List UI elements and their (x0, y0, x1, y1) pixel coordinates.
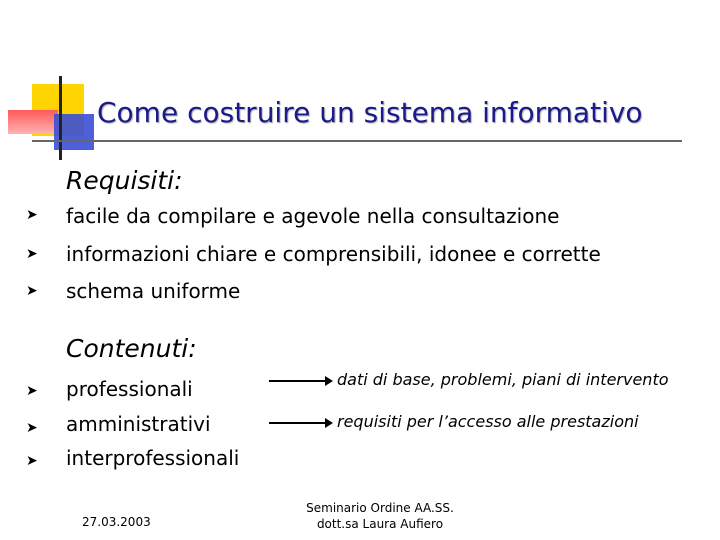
title-underline-divider (32, 140, 682, 142)
section-heading-contenuti: Contenuti: (66, 334, 197, 363)
list-item: informazioni chiare e comprensibili, idonee e corrette (66, 242, 601, 266)
arrowhead-bullet-icon: ➤ (26, 383, 38, 399)
arrowhead-bullet-icon: ➤ (26, 420, 38, 436)
footer-seminar (290, 500, 470, 532)
list-item: professionali (66, 377, 193, 401)
right-arrow-icon (269, 422, 327, 424)
arrowhead-bullet-icon: ➤ (26, 283, 38, 299)
arrowhead-bullet-icon: ➤ (26, 453, 38, 469)
arrowhead-bullet-icon: ➤ (26, 246, 38, 262)
list-item: amministrativi (66, 412, 211, 436)
slide-title: Come costruire un sistema informativo (97, 96, 643, 129)
arrowhead-bullet-icon: ➤ (26, 207, 38, 223)
section-heading-requisiti: Requisiti: (66, 166, 183, 195)
footer-seminar-line2: dott.sa Laura Aufiero (316, 517, 444, 531)
content-note: requisiti per l’accesso alle prestazioni (337, 412, 639, 431)
right-arrow-icon (269, 380, 327, 382)
footer-seminar-line1: Seminario Ordine AA.SS. (306, 501, 454, 515)
footer-date: 27.03.2003 (82, 515, 151, 529)
list-item: facile da compilare e agevole nella consultazione (66, 204, 560, 228)
logo-vertical-line (59, 76, 62, 160)
list-item: interprofessionali (66, 446, 240, 470)
list-item: schema uniforme (66, 279, 241, 303)
logo-square-red (8, 110, 58, 134)
content-note: dati di base, problemi, piani di intervento (337, 370, 669, 389)
